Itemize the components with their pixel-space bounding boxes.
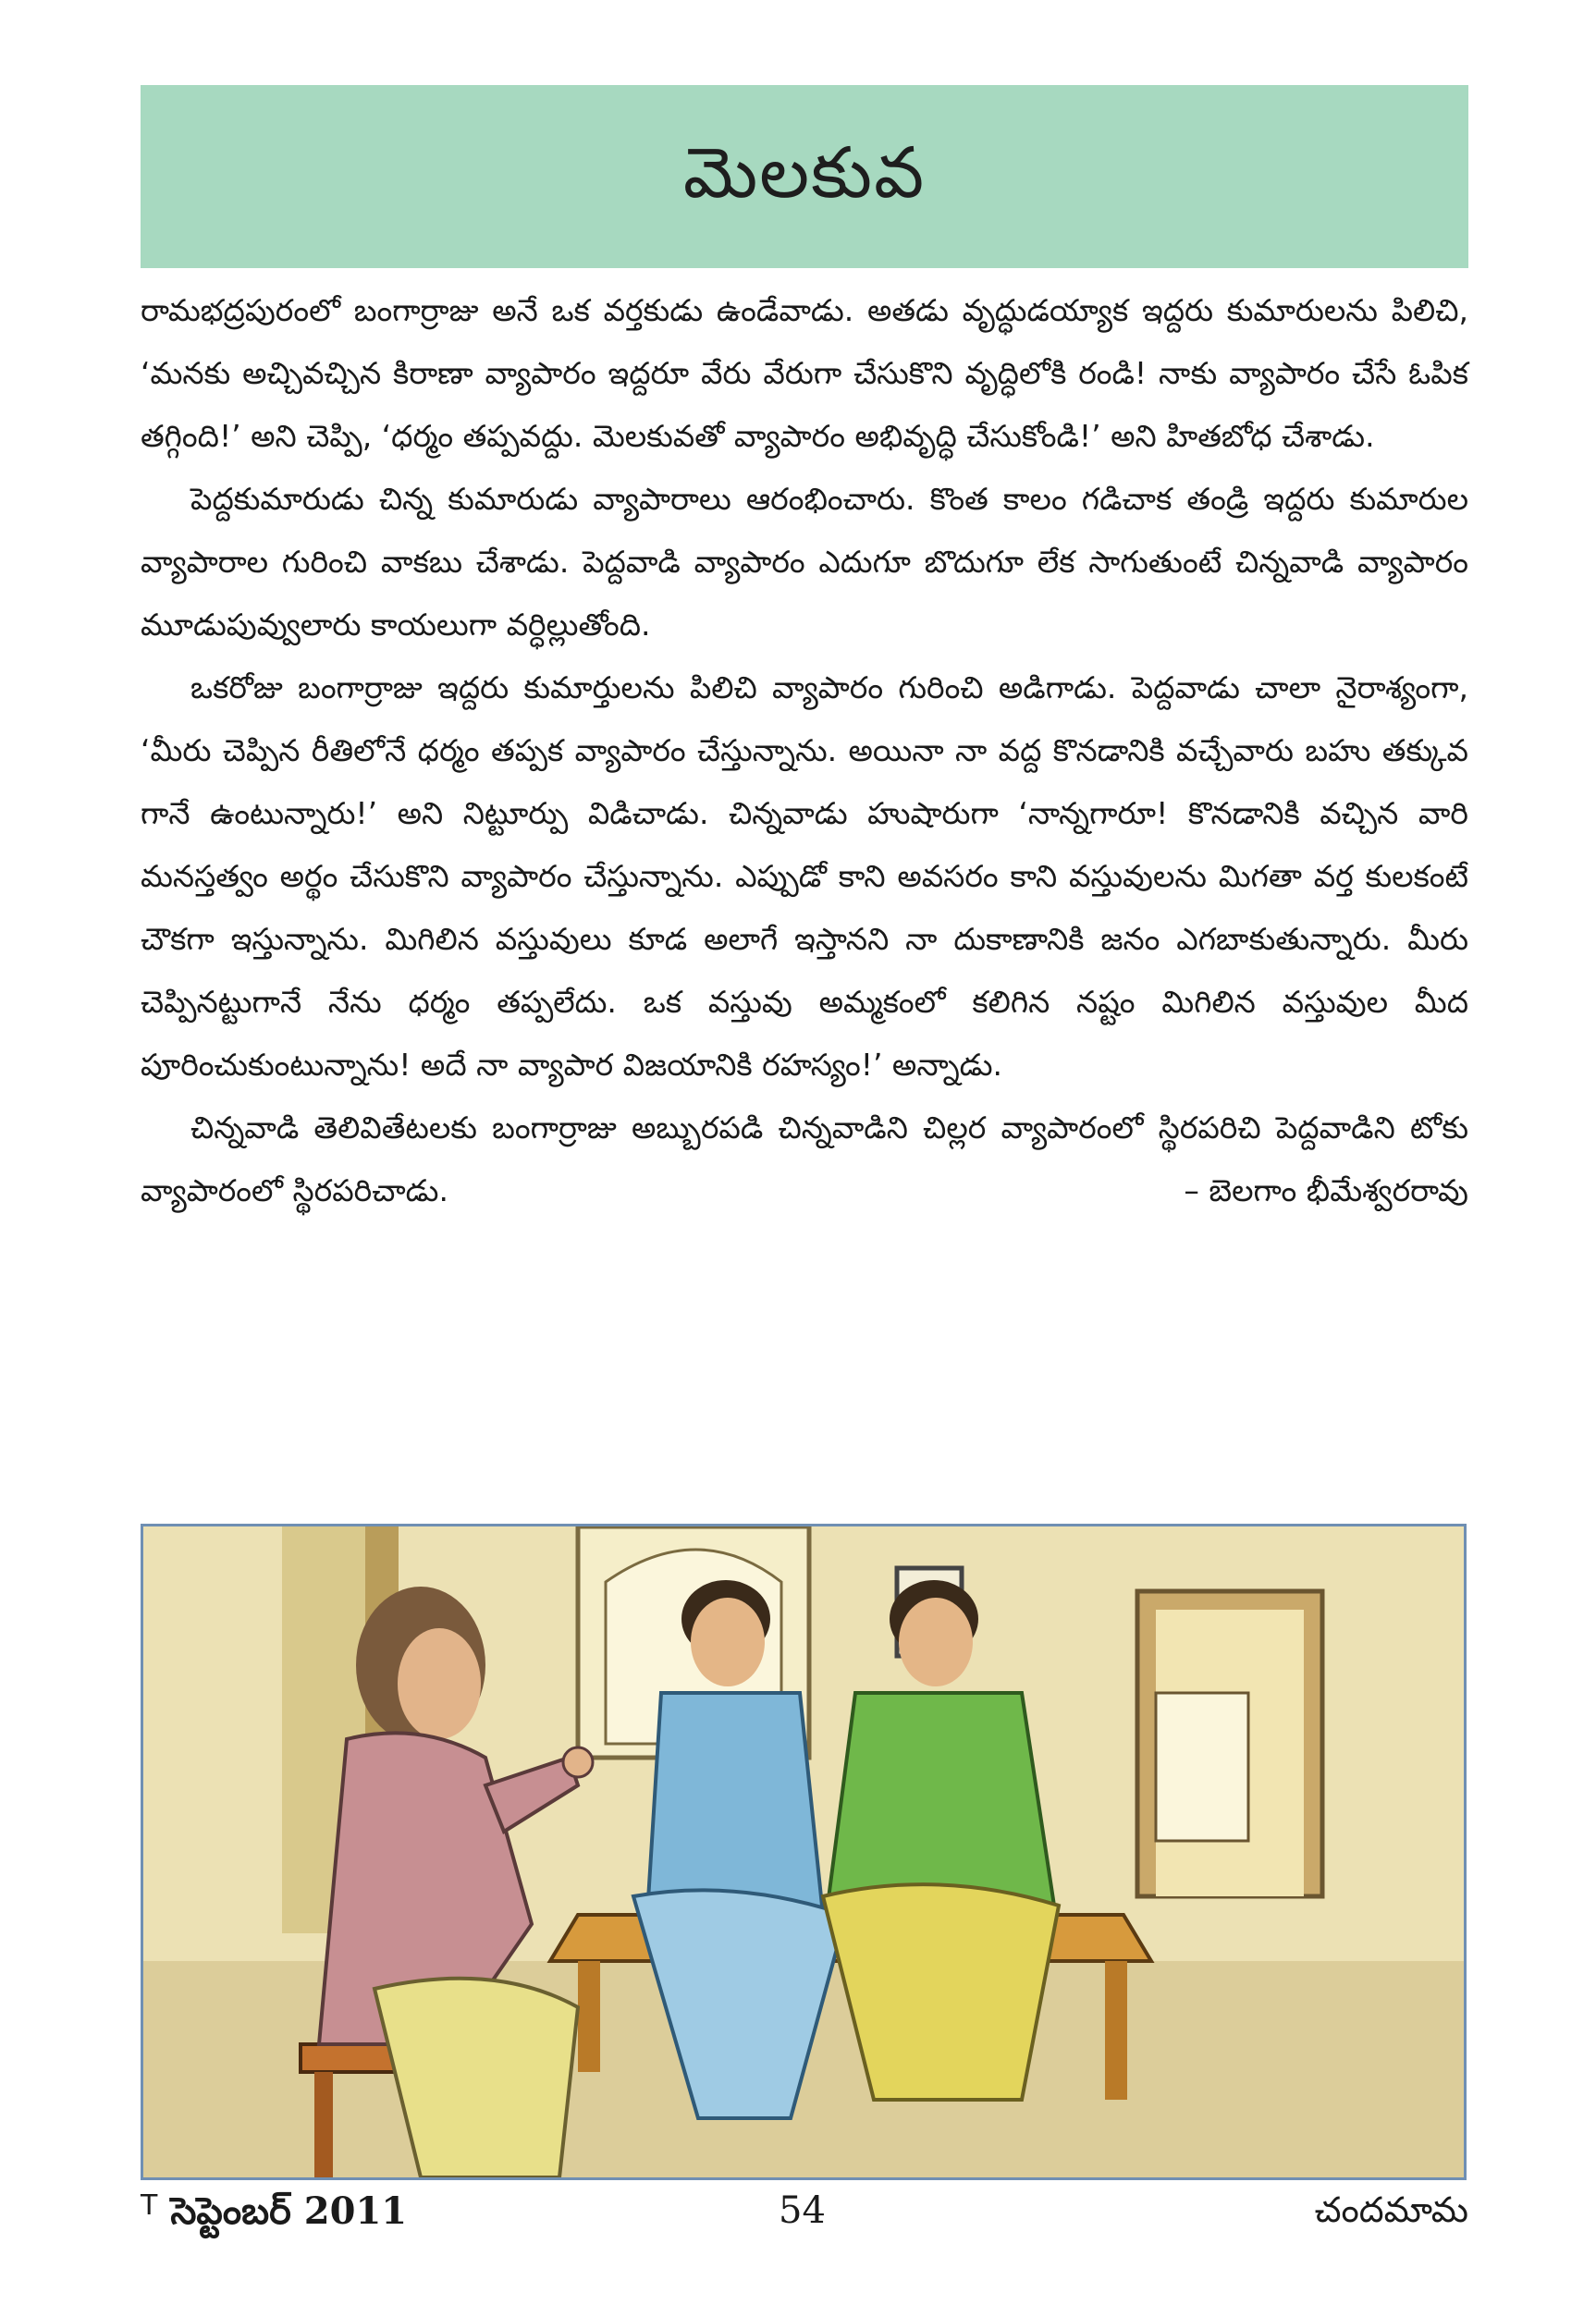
illustration-drawing — [143, 1526, 1464, 2177]
story-title: మెలకువ — [682, 131, 927, 214]
story-illustration — [141, 1524, 1467, 2180]
page-number: 54 — [779, 2189, 826, 2232]
father-face — [398, 1628, 481, 1739]
doorway-window — [1156, 1693, 1248, 1841]
story-paragraph-1: రామభద్రపురంలో బంగార్రాజు అనే ఒక వర్తకుడు ఉండేవాడు. అతడు వృద్ధుడయ్యాక ఇద్దరు కుమారులను పిలిచి, ‘మనకు అచ్చివచ్చిన కిరాణా వ్యాపారం ఇద్దరూ వేరు వేరుగా చేసుకొని వృద్ధిలోకి రండి! నాకు వ్యాపారం చేసే ఓపిక తగ్గింది!’ అని చెప్పి, ‘ధర్మం తప్పవద్దు. మెలకువతో వ్యాపారం అభివృద్ధి చేసుకోండి!’ అని హితబోధ చేశాడు. — [141, 292, 1468, 454]
magazine-name: చందమామ — [1314, 2189, 1468, 2230]
bench-leg-left — [578, 1961, 600, 2072]
story-paragraph-4-text: చిన్నవాడి తెలివితేటలకు బంగార్రాజు అబ్బురపడి చిన్నవాడిని చిల్లర వ్యాపారంలో స్థిరపరిచి పెద్దవాడిని టోకు వ్యాపారంలో స్థిరపరిచాడు. — [141, 1109, 1468, 1208]
footer-mark: T — [141, 2189, 158, 2222]
page-footer — [141, 2189, 1468, 2245]
author-byline: – బెలగాం భీమేశ్వరరావు — [1184, 1172, 1468, 1208]
issue-date — [141, 2189, 407, 2242]
issue-date-text: సెప్టెంబర్ 2011 — [170, 2189, 408, 2233]
story-paragraph-4 — [141, 1097, 1468, 1222]
elder-son-shirt — [647, 1693, 823, 1915]
story-body — [141, 279, 1468, 1222]
story-paragraph-3: ఒకరోజు బంగార్రాజు ఇద్దరు కుమార్తులను పిలిచి వ్యాపారం గురించి అడిగాడు. పెద్దవాడు చాలా నైరాశ్యంగా, ‘మీరు చెప్పిన రీతిలోనే ధర్మం తప్పక వ్యాపారం చేస్తున్నాను. అయినా నా వద్ద కొనడానికి వచ్చేవారు బహు తక్కువ గానే ఉంటున్నారు!’ అని నిట్టూర్పు విడిచాడు. చిన్నవాడు హుషారుగా ‘నాన్నగారూ! కొనడానికి వచ్చిన వారి మనస్తత్వం అర్థం చేసుకొని వ్యాపారం చేస్తున్నాను. ఎప్పుడో కాని అవసరం కాని వస్తువులను మిగతా వర్త కులకంటే చౌకగా ఇస్తున్నాను. మిగిలిన వస్తువులు కూడ అలాగే ఇస్తానని నా దుకాణానికి జనం ఎగబాకుతున్నారు. మీరు చెప్పినట్టుగానే నేను ధర్మం తప్పలేదు. ఒక వస్తువు అమ్మకంలో కలిగిన నష్టం మిగిలిన వస్తువుల మీద పూరించుకుంటున్నాను! అదే నా వ్యాపార విజయానికి రహస్యం!’ అన్నాడు. — [141, 669, 1468, 1083]
father-hand — [563, 1747, 593, 1777]
story-paragraph-2: పెద్దకుమారుడు చిన్న కుమారుడు వ్యాపారాలు ఆరంభించారు. కొంత కాలం గడిచాక తండ్రి ఇద్దరు కుమారుల వ్యాపారాల గురించి వాకబు చేశాడు. పెద్దవాడి వ్యాపారం ఎదుగూ బొదుగూ లేక సాగుతుంటే చిన్నవాడి వ్యాపారం మూడుపువ్వులారు కాయలుగా వర్ధిల్లుతోంది. — [141, 481, 1468, 643]
bench-leg-right — [1105, 1961, 1127, 2100]
stool-leg-left — [314, 2072, 333, 2177]
younger-son-shirt — [828, 1693, 1054, 1906]
title-band — [141, 85, 1468, 268]
younger-son-face — [899, 1598, 973, 1686]
elder-son-face — [691, 1598, 765, 1686]
